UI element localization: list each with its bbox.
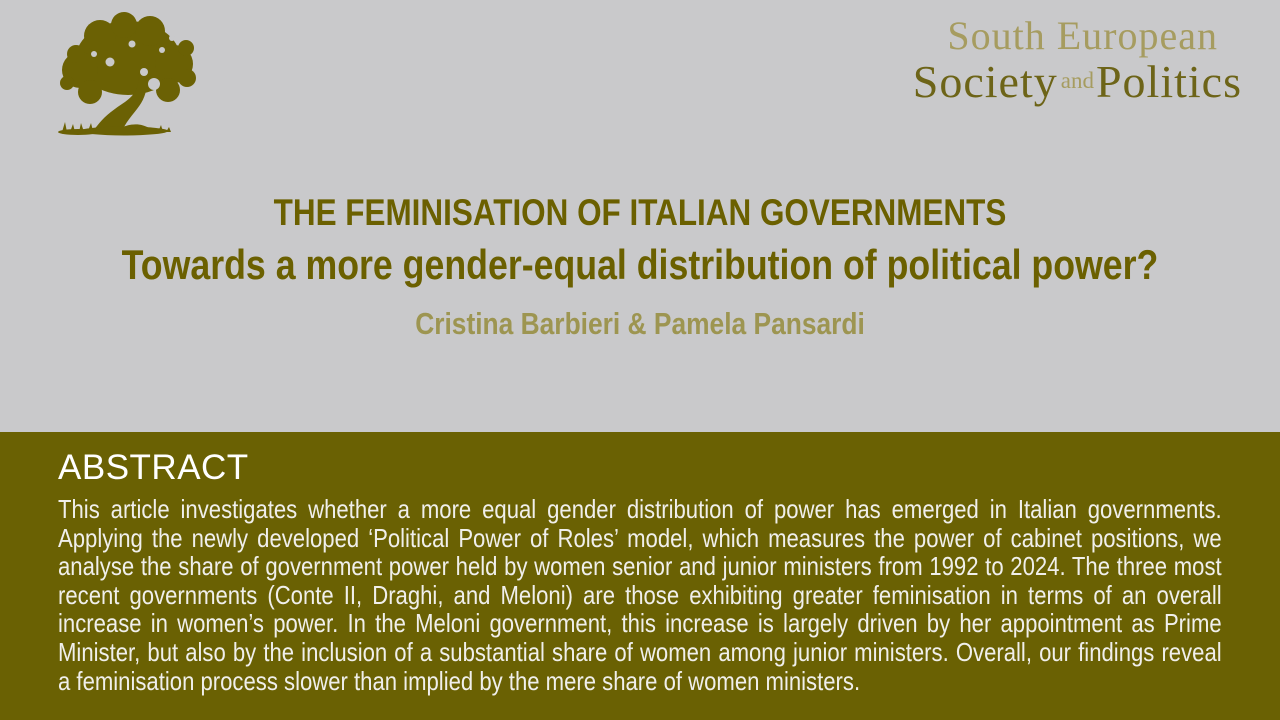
tree-logo-icon <box>50 10 200 142</box>
journal-logo <box>912 13 1242 107</box>
authors: Cristina Barbieri & Pamela Pansardi <box>415 306 865 341</box>
paper-subtitle: Towards a more gender-equal distribution of political power? <box>121 241 1159 288</box>
journal-politics-text: Politics <box>1095 56 1242 107</box>
abstract-body: This article investigates whether a more equal gender distribution of power has emerged in Italian governments. Applying the newly developed ‘Political Power of Roles’ model, which measures the power of cabinet positions, we analyse the share of government power held by women senior and junior ministers from 1992 to 2024. The three most recent governments (Conte II, Draghi, and Meloni) are those exhibiting greater feminisation in terms of an overall increase in women’s power. In the Meloni government, this increase is largely driven by her appointment as Prime Minister, but also by the inclusion of a substantial share of women among junior ministers. Overall, our findings reveal a feminisation process slower than implied by the mere share of women ministers. <box>58 494 1222 696</box>
journal-and-text: and <box>1060 68 1094 93</box>
abstract-section <box>0 432 1280 720</box>
paper-title: THE FEMINISATION OF ITALIAN GOVERNMENTS <box>273 192 1007 233</box>
journal-society-text: Society <box>912 56 1058 107</box>
journal-name-line2 <box>912 56 1242 107</box>
abstract-heading: ABSTRACT <box>58 448 249 487</box>
journal-name-line1: South European <box>947 13 1218 58</box>
